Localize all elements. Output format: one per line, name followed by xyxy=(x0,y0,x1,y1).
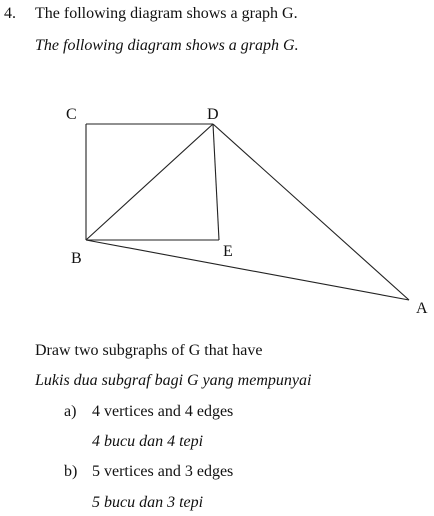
edge-B-D xyxy=(86,124,213,240)
vertex-label-A: A xyxy=(416,300,428,317)
graph-vertex-labels xyxy=(66,106,428,317)
edge-D-A xyxy=(213,124,409,300)
part-a-text-malay: 4 bucu dan 4 tepi xyxy=(92,433,204,450)
instruction-english: Draw two subgraphs of G that have xyxy=(35,342,263,359)
vertex-label-D: D xyxy=(207,106,219,123)
vertex-label-B: B xyxy=(71,250,82,267)
edge-B-A xyxy=(86,240,409,300)
instruction-malay: Lukis dua subgraf bagi G yang mempunyai xyxy=(35,372,312,389)
question-stem-malay: The following diagram shows a graph G. xyxy=(35,37,299,54)
graph-edges xyxy=(86,124,409,300)
part-a-text-english: 4 vertices and 4 edges xyxy=(92,403,234,420)
question-number: 4. xyxy=(4,5,16,22)
vertex-label-E: E xyxy=(223,243,233,260)
edge-D-E xyxy=(213,124,219,240)
vertex-label-C: C xyxy=(66,106,77,123)
question-stem-english: The following diagram shows a graph G. xyxy=(35,5,298,22)
part-b-text-english: 5 vertices and 3 edges xyxy=(92,463,234,480)
part-b-label: b) xyxy=(64,463,78,480)
part-b-text-malay: 5 bucu dan 3 tepi xyxy=(92,494,204,511)
part-a-label: a) xyxy=(64,403,77,420)
